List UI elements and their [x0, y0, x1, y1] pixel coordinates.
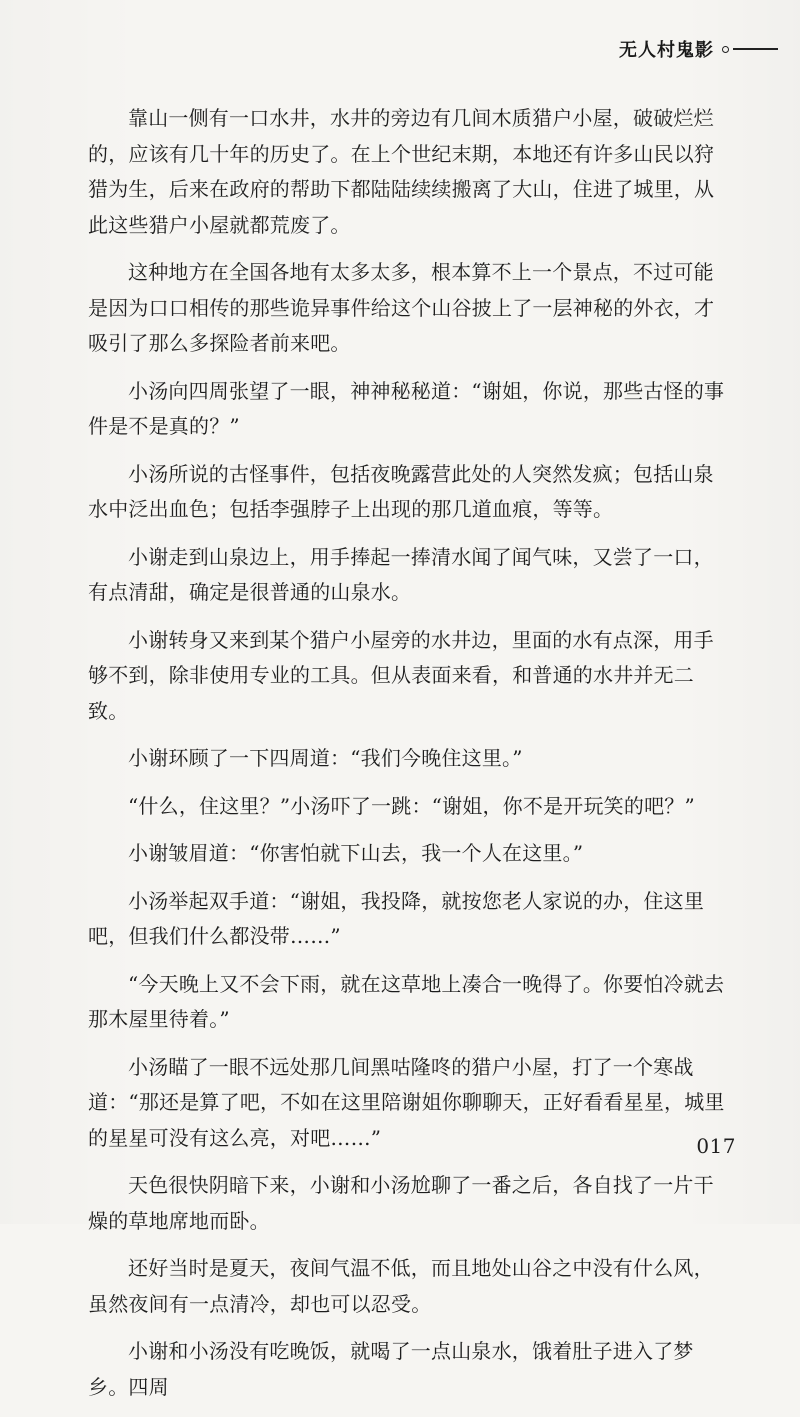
paragraph-11: “今天晚上又不会下雨，就在这草地上凑合一晚得了。你要怕冷就去那木屋里待着。”: [88, 971, 725, 1031]
ornament-line: [733, 48, 778, 50]
paragraph-4: 小汤所说的古怪事件，包括夜晚露营此处的人突然发疯；包括山泉水中泛出血色；包括李强脖子上出现的那几道血痕，等等。: [88, 461, 714, 521]
page-number: 017: [696, 1134, 736, 1158]
paragraph-9: 小谢皱眉道：“你害怕就下山去，我一个人在这里。”: [128, 841, 584, 865]
chapter-title: 无人村鬼影: [619, 40, 714, 61]
paragraph-12: 小汤瞄了一眼不远处那几间黑咕隆咚的猎户小屋，打了一个寒战道：“那还是算了吧，不如在这里陪谢姐你聊聊天，正好看看星星，城里的星星可没有这么亮，对吧……”: [88, 1054, 725, 1150]
paragraph-8: “什么，住这里？”小汤吓了一跳：“谢姐，你不是开玩笑的吧？”: [128, 793, 695, 818]
ornament-circle: [722, 46, 729, 53]
body-text: [88, 101, 730, 1417]
paragraph-14: 还好当时是夏天，夜间气温不低，而且地处山谷之中没有什么风，虽然夜间有一点清冷，却也可以忍受。: [88, 1256, 714, 1316]
paragraph-3: 小汤向四周张望了一眼，神神秘秘道：“谢姐，你说，那些古怪的事件是不是真的？”: [88, 378, 725, 438]
header-ornament: [722, 40, 778, 58]
running-header: [619, 36, 778, 62]
paragraph-13: 天色很快阴暗下来，小谢和小汤尬聊了一番之后，各自找了一片干燥的草地席地而卧。: [88, 1173, 714, 1233]
paragraph-7: 小谢环顾了一下四周道：“我们今晚住这里。”: [128, 746, 523, 770]
paragraph-15: 小谢和小汤没有吃晚饭，就喝了一点山泉水，饿着肚子进入了梦乡。四周: [88, 1339, 694, 1399]
paragraph-10: 小汤举起双手道：“谢姐，我投降，就按您老人家说的办，住这里吧，但我们什么都没带……”: [88, 888, 705, 948]
paragraph-5: 小谢走到山泉边上，用手捧起一捧清水闻了闻气味，又尝了一口，有点清甜，确定是很普通的山泉水。: [88, 544, 714, 604]
paragraph-6: 小谢转身又来到某个猎户小屋旁的水井边，里面的水有点深，用手够不到，除非使用专业的工具。但从表面来看，和普通的水井并无二致。: [88, 627, 714, 723]
paragraph-2: 这种地方在全国各地有太多太多，根本算不上一个景点，不过可能是因为口口相传的那些诡异事件给这个山谷披上了一层神秘的外衣，才吸引了那么多探险者前来吧。: [88, 260, 715, 355]
paragraph-1: 靠山一侧有一口水井，水井的旁边有几间木质猎户小屋，破破烂烂的，应该有几十年的历史了。在上个世纪末期，本地还有许多山民以狩猎为生，后来在政府的帮助下都陆陆续续搬离了大山，住进了城里，从此这些猎户小屋就都荒废了。: [88, 106, 715, 237]
